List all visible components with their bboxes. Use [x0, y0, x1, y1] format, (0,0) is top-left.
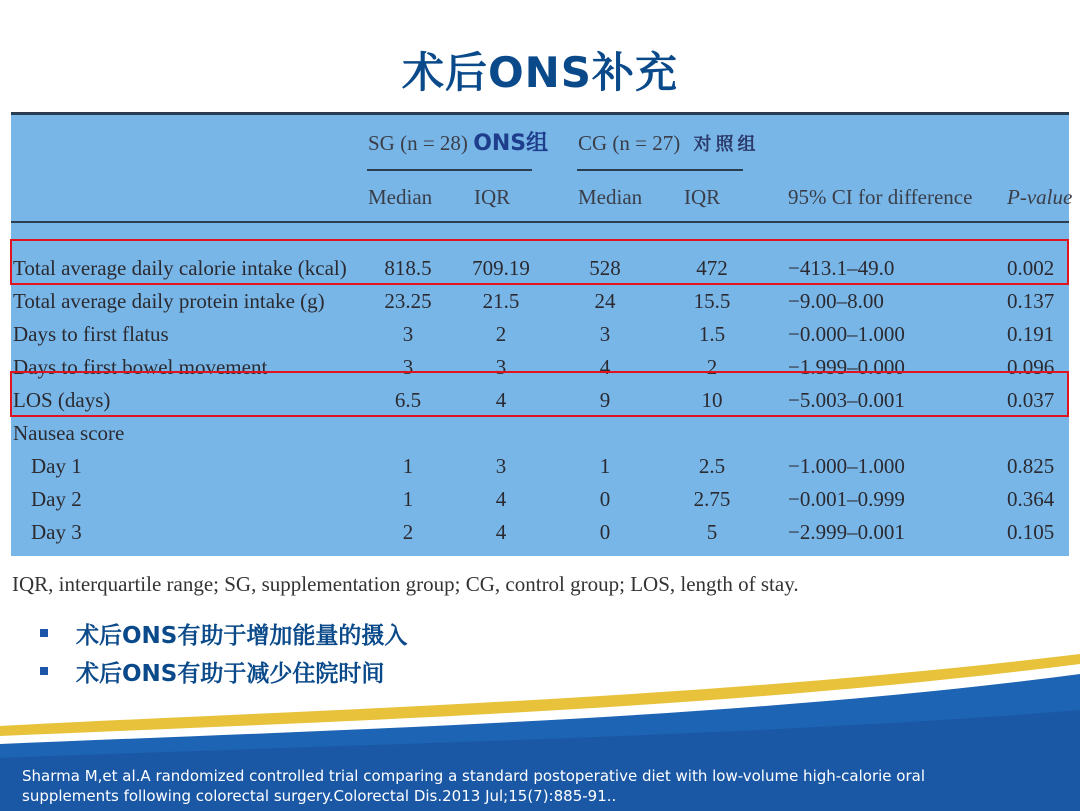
- table-cell-ci: −0.001–0.999: [788, 487, 905, 511]
- table-cell-sg-iqr: 3: [495, 454, 507, 478]
- slide-title: 术后ONS补充: [401, 48, 679, 97]
- table-cell-cg-iqr: 10: [701, 388, 723, 412]
- table-footnote: IQR, interquartile range; SG, supplementation group; CG, control group; LOS, length of stay.: [12, 572, 799, 596]
- table-cell-p: 0.191: [1007, 322, 1055, 346]
- column-header-ci: 95% CI for difference: [788, 185, 973, 209]
- table-cell-ci: −413.1–49.0: [788, 256, 895, 280]
- table-cell-p: 0.037: [1007, 388, 1055, 412]
- table-cell-cg-iqr: 472: [696, 256, 728, 280]
- table-cell-cg-iqr: 1.5: [698, 322, 726, 346]
- table-cell-sg-iqr: 4: [495, 520, 507, 544]
- table-cell-sg-median: 3: [402, 355, 414, 379]
- table-cell-sg-iqr: 4: [495, 388, 507, 412]
- table-cell-p: 0.096: [1007, 355, 1055, 379]
- table-cell-sg-iqr: 3: [495, 355, 507, 379]
- table-cell-ci: −1.000–1.000: [788, 454, 905, 478]
- table-cell-sg-median: 2: [402, 520, 414, 544]
- table-cell-sg-median: 23.25: [384, 289, 432, 313]
- table-cell-ci: −5.003–0.001: [788, 388, 905, 412]
- table-cell-sg-median: 6.5: [394, 388, 422, 412]
- column-header-p-value: [1007, 187, 1072, 208]
- cg-group-label: CG (n = 27): [578, 131, 681, 155]
- control-group-tag: 对照组: [693, 134, 760, 155]
- table-cell-cg-iqr: 2: [706, 355, 718, 379]
- row-label: Nausea score: [13, 421, 125, 445]
- table-cell-cg-median: 0: [599, 487, 611, 511]
- cg-group-header: [578, 133, 760, 154]
- p-value-label: P-value: [1007, 185, 1073, 209]
- column-header-cg-median: Median: [578, 185, 643, 209]
- column-header-sg-iqr: IQR: [474, 185, 511, 209]
- table-cell-cg-median: 4: [599, 355, 611, 379]
- table-cell-cg-iqr: 15.5: [693, 289, 731, 313]
- table-cell-p: 0.364: [1007, 487, 1055, 511]
- cg-header-rule: [577, 169, 743, 171]
- row-highlight-box: [10, 239, 1069, 285]
- table-cell-ci: −2.999–0.001: [788, 520, 905, 544]
- results-table: [11, 112, 1073, 556]
- table-cell-sg-median: 818.5: [384, 256, 432, 280]
- table-cell-sg-iqr: 709.19: [472, 256, 530, 280]
- table-cell-p: 0.825: [1007, 454, 1055, 478]
- sg-group-header: [368, 133, 548, 155]
- table-cell-sg-median: 3: [402, 322, 414, 346]
- table-cell-p: 0.137: [1007, 289, 1055, 313]
- table-cell-cg-median: 9: [599, 388, 611, 412]
- header-bottom-rule: [11, 221, 1069, 223]
- column-header-cg-iqr: IQR: [684, 185, 721, 209]
- table-cell-cg-median: 528: [589, 256, 621, 280]
- table-cell-ci: −0.000–1.000: [788, 322, 905, 346]
- table-cell-cg-median: 24: [594, 289, 616, 313]
- table-cell-cg-median: 0: [599, 520, 611, 544]
- row-label: LOS (days): [13, 388, 111, 412]
- table-cell-cg-iqr: 5: [706, 520, 718, 544]
- sg-group-label: SG (n = 28): [368, 131, 468, 155]
- table-cell-sg-median: 1: [402, 487, 414, 511]
- column-header-sg-median: Median: [368, 185, 433, 209]
- bullet-text: 术后ONS有助于减少住院时间: [76, 660, 385, 687]
- row-label: Days to first flatus: [13, 322, 169, 346]
- ons-group-tag: ONS组: [473, 131, 549, 156]
- table-cell-cg-iqr: 2.5: [698, 454, 726, 478]
- table-cell-sg-iqr: 21.5: [482, 289, 520, 313]
- table-cell-ci: −9.00–8.00: [788, 289, 884, 313]
- row-label: Day 3: [31, 520, 82, 544]
- table-cell-p: 0.105: [1007, 520, 1055, 544]
- table-cell-p: 0.002: [1007, 256, 1055, 280]
- row-label: Days to first bowel movement: [13, 355, 268, 379]
- citation-text: Sharma M,et al.A randomized controlled trial comparing a standard postoperative diet with low-volume high-calorie oral supplements following colorectal surgery.Colorectal Dis.2013 Jul;15(7):885-91..: [22, 767, 925, 805]
- table-cell-sg-iqr: 2: [495, 322, 507, 346]
- table-cell-sg-iqr: 4: [495, 487, 507, 511]
- square-bullet-icon: [40, 629, 48, 637]
- row-label: Total average daily protein intake (g): [13, 289, 325, 313]
- table-cell-ci: −1.999–0.000: [788, 355, 905, 379]
- table-cell-cg-median: 1: [599, 454, 611, 478]
- table-cell-cg-median: 3: [599, 322, 611, 346]
- sg-header-rule: [367, 169, 532, 171]
- table-cell-cg-iqr: 2.75: [693, 487, 731, 511]
- row-label: Day 2: [31, 487, 82, 511]
- table-cell-sg-median: 1: [402, 454, 414, 478]
- row-label: Total average daily calorie intake (kcal): [13, 256, 347, 280]
- row-highlight-box: [10, 371, 1069, 417]
- bullet-text: 术后ONS有助于增加能量的摄入: [76, 622, 408, 649]
- row-label: Day 1: [31, 454, 82, 478]
